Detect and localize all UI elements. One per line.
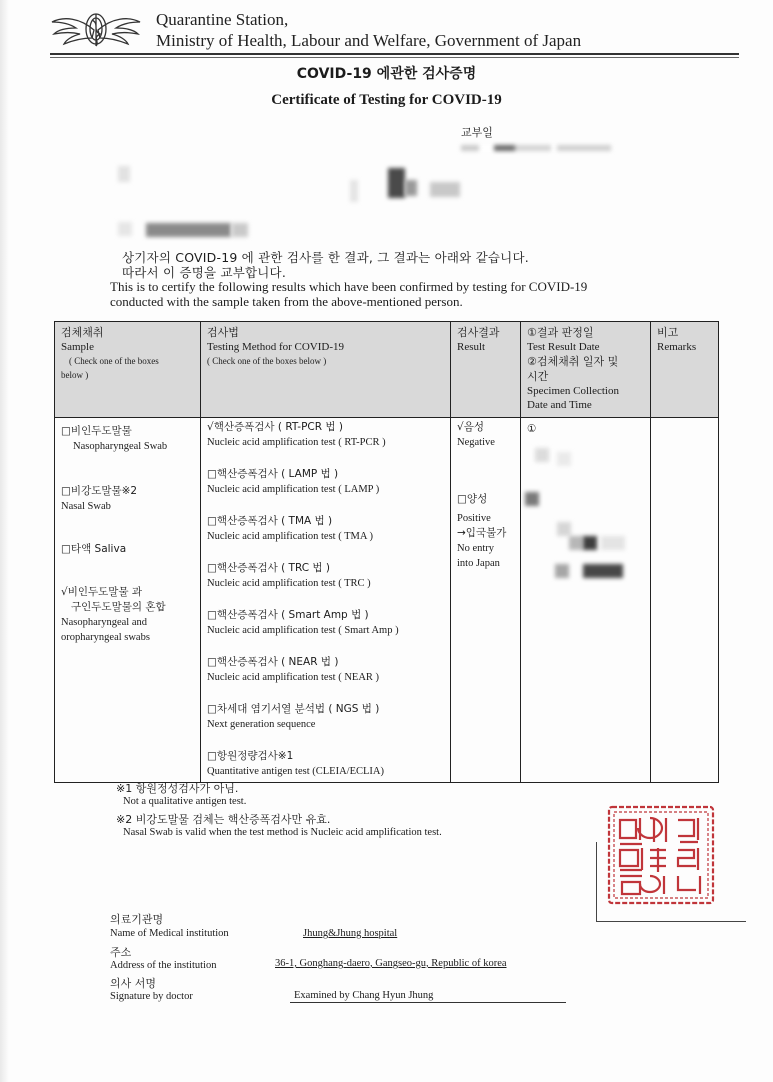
header-rule [50, 53, 739, 55]
intro-korean-line2: 따라서 이 증명을 교부합니다. [122, 265, 286, 280]
method-option-en: Nucleic acid amplification test ( NEAR ) [207, 672, 380, 683]
header-sample [55, 322, 201, 418]
intro-korean-line1: 상기자의 COVID-19 에 관한 검사를 한 결과, 그 결과는 아래와 같습니다. [122, 250, 529, 265]
signature-underline [290, 1002, 566, 1003]
header-org-line1: Quarantine Station, [156, 10, 289, 29]
sample-option-ko: □비강도말물※2 [61, 485, 138, 497]
header-sample-en: Sample [61, 341, 94, 353]
sample-option-selected [61, 585, 194, 645]
method-option-en: Nucleic acid amplification test ( LAMP ) [207, 484, 380, 495]
intro-english-line2: conducted with the sample taken from the above-mentioned person. [110, 294, 463, 309]
method-option-ko: □핵산증폭검사 ( Smart Amp 법 ) [207, 609, 369, 621]
method-option [207, 514, 444, 544]
note1-english: Not a qualitative antigen test. [123, 796, 247, 807]
header-method-en: Testing Method for COVID-19 [207, 341, 345, 353]
header-remarks [651, 322, 719, 418]
method-option [207, 561, 444, 591]
title-english: Certificate of Testing for COVID-19 [271, 92, 502, 108]
method-option [207, 702, 444, 732]
result-negative-ko: √음성 [457, 421, 484, 433]
page-edge-shadow [0, 0, 9, 1082]
address-label-ko: 주소 [110, 946, 132, 959]
header-remarks-en: Remarks [657, 341, 697, 353]
method-option-ko: √핵산증폭검사 ( RT-PCR 법 ) [207, 421, 343, 433]
sample-option [61, 424, 194, 454]
institution-label-ko: 의료기관명 [110, 913, 164, 926]
sample-option [61, 484, 194, 514]
test-results-table [54, 321, 719, 783]
address-label-en: Address of the institution [110, 960, 217, 971]
method-option-en: Nucleic acid amplification test ( TMA ) [207, 531, 374, 542]
method-option [207, 467, 444, 497]
method-option-en: Nucleic acid amplification test ( Smart Amp ) [207, 625, 399, 636]
note2-english: Nasal Swab is valid when the test method is Nucleic acid amplification test. [123, 827, 442, 838]
title-korean: COVID-19 에관한 검사증명 [296, 66, 477, 82]
header-org-line2: Ministry of Health, Labour and Welfare, Government of Japan [156, 31, 582, 50]
institution-address: 36-1, Gonghang-daero, Gangseo-gu, Republic of korea [275, 958, 507, 969]
result-positive-en: Positive [457, 513, 491, 524]
intro-english-line1: This is to certify the following results which have been confirmed by testing for COVID-19 [110, 279, 588, 294]
result-no-entry-en: No entry [457, 543, 495, 554]
header-sample-note2: below ) [61, 370, 89, 380]
signature-label-ko: 의사 서명 [110, 977, 157, 990]
header-method [201, 322, 451, 418]
method-cell [201, 418, 451, 783]
result-no-entry-ko: →입국불가 [457, 527, 507, 539]
result-positive-ko: □양성 [457, 493, 488, 505]
note1-korean: ※1 항원정성검사가 아님. [116, 782, 239, 795]
result-date-marker: ① [527, 423, 537, 435]
issue-date-label: 교부일 [461, 126, 493, 139]
header-date2-ko2: 시간 [527, 370, 549, 383]
header-rule-thin [50, 57, 739, 58]
method-option [207, 655, 444, 685]
header-organization [156, 9, 581, 51]
sample-cell [55, 418, 201, 783]
method-option-ko: □차세대 염기서열 분석법 ( NGS 법 ) [207, 703, 380, 715]
date-cell [521, 418, 651, 783]
header-remarks-ko: 비고 [657, 326, 679, 339]
table-header-row [55, 322, 719, 418]
header-date1-en: Test Result Date [527, 341, 600, 353]
method-option [207, 420, 444, 450]
header-date2-ko1: ②검체채취 일자 및 [527, 355, 619, 368]
method-option-ko: □핵산증폭검사 ( LAMP 법 ) [207, 468, 339, 480]
method-option [207, 608, 444, 638]
method-option-en: Next generation sequence [207, 719, 316, 730]
method-option [207, 749, 444, 779]
header-date2-en2: Date and Time [527, 399, 592, 411]
sample-option-en: Nasopharyngeal and [61, 617, 148, 628]
sample-option-en: Nasal Swab [61, 501, 111, 512]
sample-option-ko: √비인두도말물 과 [61, 586, 143, 598]
remarks-cell [651, 418, 719, 783]
header-result-en: Result [457, 341, 486, 353]
institution-name: Jhung&Jhung hospital [303, 928, 398, 939]
header-date2-en1: Specimen Collection [527, 385, 619, 397]
header-date [521, 322, 651, 418]
header-date1-ko: ①결과 판정일 [527, 326, 594, 339]
header-result-ko: 검사결과 [457, 326, 500, 339]
header-method-ko: 검사법 [207, 326, 239, 339]
result-cell [451, 418, 521, 783]
result-no-entry-en2: into Japan [457, 558, 500, 569]
method-option-en: Nucleic acid amplification test ( RT-PCR ) [207, 437, 386, 448]
sample-option-ko2: 구인두도말물의 혼합 [71, 601, 166, 613]
result-negative-en: Negative [457, 437, 495, 448]
institution-label-en: Name of Medical institution [110, 928, 229, 939]
method-option-ko: □핵산증폭검사 ( TMA 법 ) [207, 515, 333, 527]
sample-option-en: Nasopharyngeal Swab [73, 441, 168, 452]
header-method-note: ( Check one of the boxes below ) [207, 356, 327, 366]
sample-option-ko: □비인두도말물 [61, 425, 132, 437]
quarantine-emblem-icon [50, 8, 142, 52]
signature-label-en: Signature by doctor [110, 991, 193, 1002]
table-row [55, 418, 719, 783]
method-option-ko: □항원정량검사※1 [207, 750, 294, 762]
sample-option-en2: oropharyngeal swabs [61, 632, 150, 643]
sample-option-ko: □타액 Saliva [61, 543, 127, 555]
method-option-ko: □핵산증폭검사 ( NEAR 법 ) [207, 656, 339, 668]
header-result [451, 322, 521, 418]
doctor-signature: Examined by Chang Hyun Jhung [294, 990, 434, 1001]
note2-korean: ※2 비강도말물 검체는 핵산증폭검사만 유효. [116, 813, 331, 826]
method-option-en: Quantitative antigen test (CLEIA/ECLIA) [207, 766, 384, 777]
method-option-en: Nucleic acid amplification test ( TRC ) [207, 578, 371, 589]
method-option-ko: □핵산증폭검사 ( TRC 법 ) [207, 562, 330, 574]
header-sample-ko: 검체채취 [61, 326, 104, 339]
red-hospital-seal-icon [606, 804, 716, 906]
header-sample-note1: ( Check one of the boxes [69, 356, 159, 366]
sample-option [61, 542, 194, 557]
